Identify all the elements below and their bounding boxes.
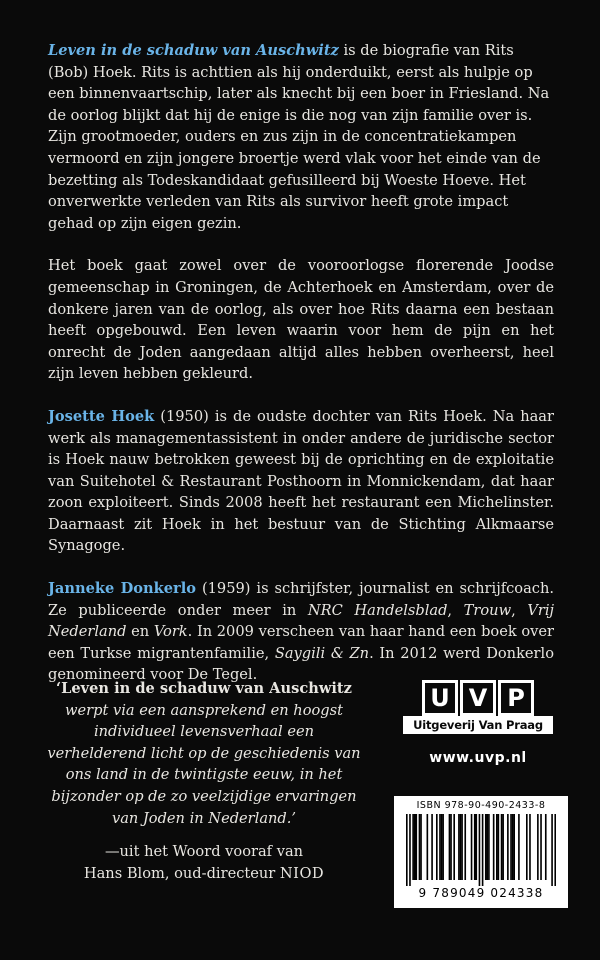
barcode-bar (419, 814, 421, 880)
publication-name: NRC Handelsblad (307, 601, 448, 619)
barcode-bar (406, 814, 408, 886)
book-title-saygili: Saygili & Zn (274, 644, 370, 662)
barcode-bar (458, 814, 460, 880)
publisher-url: www.uvp.nl (429, 750, 527, 766)
barcode-bar (507, 814, 509, 880)
barcode-bar (442, 814, 444, 880)
blurb-paragraph-2-text: Het boek gaat zowel over de vooroorlogse florerende Joodse gemeenschap in Groningen, de Achterhoek en Amsterdam, over de donkere jaren van de oorlog, als over hoe Rits daarna een bestaan heeft opgebouwd. Een leven waarin voor hem de pijn en het onrecht de Joden aangedaan altijd alles hebben overheerst, heel zijn leven hebben gekleurd. (48, 257, 554, 383)
barcode-bar (409, 814, 411, 886)
logo-letter-u: U (422, 680, 458, 716)
attribution-line-2 (46, 863, 362, 885)
barcode-bar (439, 814, 441, 880)
barcode-bar (461, 814, 463, 880)
barcode-bar (510, 814, 512, 880)
barcode-bar (471, 814, 473, 880)
barcode-box (394, 796, 568, 908)
barcode-bar (450, 814, 452, 880)
barcode-bar (488, 814, 490, 880)
author-bio-donkerlo-text: . In 2012 werd Donkerlo genomineerd voor De Tegel. (48, 644, 554, 684)
barcode-bar (449, 814, 451, 880)
barcode-bar (460, 814, 462, 880)
publication-name: Vrij Nederland (48, 601, 555, 641)
barcode-bar (545, 814, 547, 880)
barcode-bar (496, 814, 498, 880)
barcode-bar (453, 814, 455, 880)
barcode-bar (512, 814, 514, 880)
author-bio-donkerlo (48, 578, 554, 686)
barcode-bar (493, 814, 495, 880)
barcode-bar (529, 814, 531, 880)
barcode-bar (412, 814, 414, 880)
publication-name: Vork (153, 623, 188, 641)
logo-letter-p: P (498, 680, 534, 716)
author-bio-donkerlo-text: . In 2009 verscheen van haar hand een boek over een Turkse migrantenfamilie, (48, 623, 554, 662)
barcode-bar (436, 814, 438, 880)
quote-book-title: ‘Leven in de schaduw van Auschwitz (56, 680, 352, 697)
quote-attribution (46, 841, 362, 884)
barcode-bar (540, 814, 542, 880)
barcode-bar (526, 814, 528, 880)
author-bio-hoek (48, 406, 554, 557)
blurb-paragraph-2 (48, 255, 554, 385)
barcode-bar (474, 814, 476, 880)
barcode-bar (482, 814, 484, 886)
attribution-person: Hans Blom, oud-directeur (83, 864, 280, 882)
author-bio-donkerlo-text: (1959) is schrijfster, journalist en schrijfcoach. Ze publiceerde onder meer in (48, 580, 554, 619)
barcode-bar (487, 814, 489, 880)
barcode-bar (485, 814, 487, 880)
attribution-line-1: —uit het Woord vooraf van (104, 843, 304, 861)
barcode-bar (427, 814, 429, 880)
author-bio-hoek-text: (1950) is de oudste dochter van Rits Hoek. Na haar werk als managementassistent in onder andere de juridische sector is Hoek nauw betrokken geweest bij de oprichting en de exploitatie van Suitehotel & Restaurant Posthoorn in Monnickendam, dat haar zoon exploiteert. Sinds 2008 heeft het restaurant een Michelinster. Daarnaast zit Hoek in het bestuur van de Stichting Alkmaarse Synagoge. (48, 407, 554, 555)
author-name-donkerlo: Janneke Donkerlo (48, 580, 197, 598)
barcode-bars (406, 814, 556, 886)
blurb-paragraph-1-text: is de biografie van Rits (Bob) Hoek. Rits is achttien als hij onderduikt, eerst als hulpje op een binnenvaartschip, later als knecht bij een boer in Friesland. Na de oorlog blijkt dat hij de enige is die nog van zijn familie over is. Zijn grootmoeder, ouders en zus zijn in de concentratiekampen vermoord en zijn jongere broertje werd vlak voor het einde van de bezetting als Todeskandidaat gefusilleerd bij Woeste Hoeve. Het onverwerkte verleden van Rits als survivor heeft grote impact gehad op zijn eigen gezin. (48, 42, 550, 232)
book-title-inline: Leven in de schaduw van Auschwitz (48, 42, 339, 59)
publication-name: Trouw (463, 601, 512, 619)
quote-text (46, 678, 362, 829)
back-cover-text (48, 40, 554, 707)
barcode-bar (415, 814, 417, 880)
barcode-bar (513, 814, 515, 880)
blurb-paragraph-1 (48, 40, 554, 234)
attribution-org: NIOD (279, 864, 325, 882)
quote-body: werpt via een aansprekend en hoogst individueel levensverhaal een verhelderend licht op de geschiedenis van ons land in de twintigste eeuw, in het bijzonder op de zo veelzijdige ervaringen van Joden in Nederland.’ (47, 701, 361, 827)
author-name-hoek: Josette Hoek (48, 407, 155, 425)
barcode-digits: 9 789049 024338 (418, 886, 544, 900)
barcode-bar (464, 814, 466, 880)
barcode-bar (554, 814, 556, 886)
barcode-bar (502, 814, 504, 880)
barcode-bar (479, 814, 481, 886)
logo-letter-v: V (460, 680, 496, 716)
isbn-label: ISBN 978-90-490-2433-8 (416, 800, 546, 811)
barcode-bar (498, 814, 500, 880)
logo-publisher-name: Uitgeverij Van Praag (403, 716, 553, 734)
barcode-bar (551, 814, 553, 886)
barcode-bar (414, 814, 416, 880)
logo-letters (417, 680, 539, 718)
barcode-bar (501, 814, 503, 880)
barcode-bar (518, 814, 520, 880)
barcode-bar (537, 814, 539, 880)
publisher-block (398, 680, 558, 766)
barcode-bar (475, 814, 477, 880)
barcode-bar (420, 814, 422, 880)
separator: , (447, 601, 464, 619)
endorsement-quote (46, 678, 362, 884)
barcode-bar (431, 814, 433, 880)
separator: en (126, 623, 154, 641)
barcode-bar (441, 814, 443, 880)
publisher-logo (403, 680, 553, 736)
separator: , (511, 601, 528, 619)
